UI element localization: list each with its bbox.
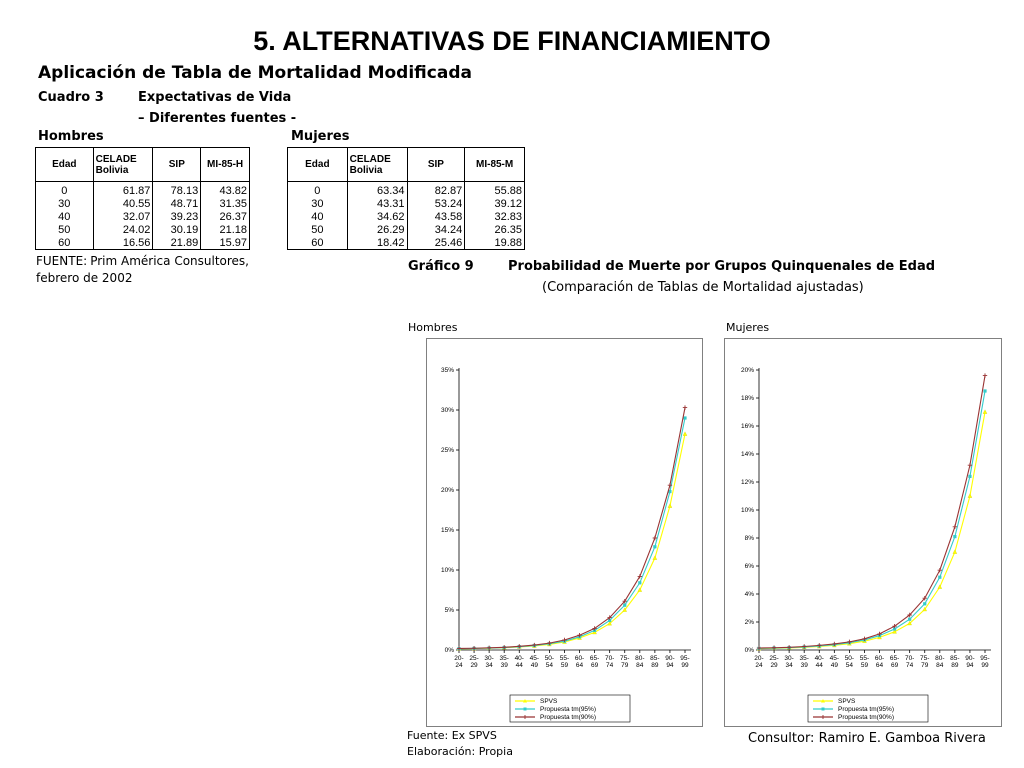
data-point bbox=[938, 576, 941, 579]
x-tick-label: 35-39 bbox=[799, 655, 809, 669]
cell-value: 48.71 bbox=[153, 198, 201, 211]
y-tick-label: 10% bbox=[740, 507, 754, 514]
elaboracion-text: Elaboración: Propia bbox=[407, 745, 513, 758]
table-header-celade: CELADE Bolivia bbox=[93, 148, 153, 182]
data-point bbox=[968, 475, 971, 478]
table-row bbox=[288, 237, 525, 250]
cell-edad: 40 bbox=[288, 211, 348, 224]
table-row bbox=[288, 198, 525, 211]
legend-label: Propuesta tm(95%) bbox=[540, 706, 596, 714]
x-tick-label: 80-84 bbox=[635, 655, 645, 669]
table-row bbox=[288, 211, 525, 224]
table-header-mi85h: MI-85-H bbox=[201, 148, 250, 182]
data-point bbox=[653, 545, 656, 548]
x-tick-label: 45-49 bbox=[829, 655, 840, 669]
cell-edad: 40 bbox=[36, 211, 94, 224]
x-tick-label: 55-59 bbox=[559, 655, 570, 669]
cell-value: 53.24 bbox=[407, 198, 465, 211]
series-line bbox=[459, 408, 685, 649]
legend-label: Propuesta tm(95%) bbox=[838, 706, 894, 714]
chart-mujeres-label: Mujeres bbox=[726, 321, 770, 334]
grafico-title: Probabilidad de Muerte por Grupos Quinquenales de Edad bbox=[508, 259, 936, 274]
chart-hombres-svg bbox=[427, 339, 704, 728]
series-line bbox=[459, 434, 685, 649]
cell-value: 40.55 bbox=[93, 198, 153, 211]
table-row bbox=[36, 198, 250, 211]
x-tick-label: 75-79 bbox=[920, 655, 930, 669]
cell-value: 19.88 bbox=[465, 237, 525, 250]
cell-value: 61.87 bbox=[93, 182, 153, 198]
cuadro-label: Cuadro 3 bbox=[38, 90, 104, 105]
cell-value: 26.35 bbox=[465, 224, 525, 237]
y-tick-label: 18% bbox=[740, 395, 754, 402]
y-tick-label: 10% bbox=[440, 567, 454, 574]
cell-value: 30.19 bbox=[153, 224, 201, 237]
x-tick-label: 50-54 bbox=[544, 655, 555, 669]
consultor-text: Consultor: Ramiro E. Gamboa Rivera bbox=[748, 731, 986, 746]
x-tick-label: 85-89 bbox=[950, 655, 960, 669]
grafico-subtitle: (Comparación de Tablas de Mortalidad ajustadas) bbox=[542, 280, 864, 295]
series-spvs bbox=[757, 410, 987, 650]
data-point bbox=[683, 405, 687, 409]
cell-value: 21.89 bbox=[153, 237, 201, 250]
cuadro-title: Expectativas de Vida bbox=[138, 90, 292, 105]
y-tick-label: 20% bbox=[440, 487, 454, 494]
table-row bbox=[36, 237, 250, 250]
cell-edad: 0 bbox=[288, 182, 348, 198]
x-tick-label: 65-69 bbox=[589, 655, 600, 669]
data-point bbox=[683, 416, 686, 419]
data-point bbox=[623, 604, 626, 607]
grafico-label: Gráfico 9 bbox=[408, 259, 474, 274]
chart-mujeres-svg bbox=[725, 339, 1003, 728]
x-tick-label: 70-74 bbox=[904, 655, 915, 669]
table-header-edad: Edad bbox=[288, 148, 348, 182]
source-date: febrero de 2002 bbox=[36, 271, 133, 285]
series-propuesta-tm-90- bbox=[757, 373, 987, 650]
x-tick-label: 25-29 bbox=[469, 655, 479, 669]
series-propuesta-tm-95- bbox=[457, 416, 686, 650]
y-tick-label: 5% bbox=[444, 607, 454, 614]
table-row bbox=[36, 224, 250, 237]
x-tick-label: 25-29 bbox=[769, 655, 779, 669]
cell-value: 43.31 bbox=[347, 198, 407, 211]
y-tick-label: 2% bbox=[744, 619, 754, 626]
source-text: Prim América Consultores, bbox=[90, 254, 249, 268]
cell-edad: 60 bbox=[36, 237, 94, 250]
data-point bbox=[638, 588, 642, 592]
table-hombres-label: Hombres bbox=[38, 129, 104, 144]
source-label: FUENTE: bbox=[36, 254, 88, 268]
y-tick-label: 0% bbox=[744, 647, 754, 654]
y-tick-label: 6% bbox=[744, 563, 754, 570]
cell-edad: 0 bbox=[36, 182, 94, 198]
data-point bbox=[938, 585, 942, 589]
data-point bbox=[983, 373, 987, 377]
chart-hombres-label: Hombres bbox=[408, 321, 458, 334]
cell-value: 82.87 bbox=[407, 182, 465, 198]
table-row bbox=[288, 224, 525, 237]
table-header-edad: Edad bbox=[36, 148, 94, 182]
x-tick-label: 20-24 bbox=[454, 655, 464, 669]
data-point bbox=[683, 432, 687, 436]
data-point bbox=[983, 389, 986, 392]
fuente-text: Fuente: Ex SPVS bbox=[407, 729, 497, 742]
cell-value: 15.97 bbox=[201, 237, 250, 250]
y-tick-label: 25% bbox=[440, 447, 454, 454]
legend-label: SPVS bbox=[540, 698, 558, 706]
cuadro-subtitle: – Diferentes fuentes - bbox=[138, 111, 297, 126]
series-line bbox=[759, 376, 985, 648]
table-row bbox=[36, 182, 250, 198]
y-tick-label: 16% bbox=[740, 423, 754, 430]
series-propuesta-tm-95- bbox=[757, 389, 986, 650]
table-row bbox=[36, 211, 250, 224]
cell-value: 34.24 bbox=[407, 224, 465, 237]
cell-edad: 30 bbox=[36, 198, 94, 211]
cell-value: 16.56 bbox=[93, 237, 153, 250]
cell-edad: 50 bbox=[36, 224, 94, 237]
chart-source-note bbox=[407, 728, 513, 760]
data-point bbox=[983, 410, 987, 414]
legend-label: Propuesta tm(90%) bbox=[838, 714, 894, 722]
x-tick-label: 30-34 bbox=[484, 655, 494, 669]
table-mujeres bbox=[287, 147, 525, 250]
x-tick-label: 95-99 bbox=[980, 655, 990, 669]
x-tick-label: 65-69 bbox=[889, 655, 900, 669]
table-header-mi85m: MI-85-M bbox=[465, 148, 525, 182]
cell-value: 21.18 bbox=[201, 224, 250, 237]
cell-value: 63.34 bbox=[347, 182, 407, 198]
legend-marker bbox=[822, 708, 825, 711]
cell-value: 32.83 bbox=[465, 211, 525, 224]
cell-value: 32.07 bbox=[93, 211, 153, 224]
cell-value: 26.37 bbox=[201, 211, 250, 224]
x-tick-label: 85-89 bbox=[650, 655, 660, 669]
x-tick-label: 55-59 bbox=[859, 655, 870, 669]
data-point bbox=[953, 550, 957, 554]
data-point bbox=[953, 535, 956, 538]
table-header-sip: SIP bbox=[407, 148, 465, 182]
cell-edad: 50 bbox=[288, 224, 348, 237]
cell-value: 55.88 bbox=[465, 182, 525, 198]
data-point bbox=[653, 556, 657, 560]
x-tick-label: 60-64 bbox=[574, 655, 585, 669]
y-tick-label: 30% bbox=[440, 407, 454, 414]
x-tick-label: 20-24 bbox=[754, 655, 764, 669]
legend-marker bbox=[524, 708, 527, 711]
cell-edad: 60 bbox=[288, 237, 348, 250]
table-row bbox=[288, 182, 525, 198]
cell-edad: 30 bbox=[288, 198, 348, 211]
table-header-sip: SIP bbox=[153, 148, 201, 182]
series-line bbox=[459, 418, 685, 649]
data-point bbox=[668, 504, 672, 508]
cell-value: 39.23 bbox=[153, 211, 201, 224]
y-tick-label: 0% bbox=[444, 647, 454, 654]
x-tick-label: 95-99 bbox=[680, 655, 690, 669]
cell-value: 34.62 bbox=[347, 211, 407, 224]
series-line bbox=[759, 391, 985, 648]
chart-mujeres bbox=[724, 338, 1002, 727]
cell-value: 31.35 bbox=[201, 198, 250, 211]
data-point bbox=[908, 618, 911, 621]
legend-label: Propuesta tm(90%) bbox=[540, 714, 596, 722]
x-tick-label: 50-54 bbox=[844, 655, 855, 669]
page-subtitle: Aplicación de Tabla de Mortalidad Modificada bbox=[38, 63, 472, 83]
cell-value: 43.58 bbox=[407, 211, 465, 224]
y-tick-label: 8% bbox=[744, 535, 754, 542]
page-title: 5. ALTERNATIVAS DE FINANCIAMIENTO bbox=[253, 26, 771, 56]
cell-value: 39.12 bbox=[465, 198, 525, 211]
table-hombres bbox=[35, 147, 250, 250]
y-tick-label: 35% bbox=[440, 367, 454, 374]
x-tick-label: 90-94 bbox=[665, 655, 675, 669]
data-point bbox=[638, 581, 641, 584]
cell-value: 78.13 bbox=[153, 182, 201, 198]
cell-value: 18.42 bbox=[347, 237, 407, 250]
y-tick-label: 15% bbox=[440, 527, 454, 534]
table-mujeres-label: Mujeres bbox=[291, 129, 350, 144]
x-tick-label: 90-94 bbox=[965, 655, 975, 669]
cell-value: 43.82 bbox=[201, 182, 250, 198]
y-tick-label: 12% bbox=[740, 479, 754, 486]
x-tick-label: 75-79 bbox=[620, 655, 630, 669]
table-header-celade: CELADE Bolivia bbox=[347, 148, 407, 182]
chart-hombres bbox=[426, 338, 703, 727]
cell-value: 24.02 bbox=[93, 224, 153, 237]
series-line bbox=[759, 412, 985, 649]
data-point bbox=[968, 494, 972, 498]
y-tick-label: 14% bbox=[740, 451, 754, 458]
series-propuesta-tm-90- bbox=[457, 405, 687, 650]
series-spvs bbox=[457, 432, 687, 651]
x-tick-label: 40-44 bbox=[514, 655, 524, 669]
x-tick-label: 30-34 bbox=[784, 655, 794, 669]
table-source-note bbox=[36, 253, 249, 287]
y-tick-label: 20% bbox=[740, 367, 754, 374]
x-tick-label: 80-84 bbox=[935, 655, 945, 669]
legend-label: SPVS bbox=[838, 698, 856, 706]
cell-value: 25.46 bbox=[407, 237, 465, 250]
cell-value: 26.29 bbox=[347, 224, 407, 237]
x-tick-label: 40-44 bbox=[814, 655, 824, 669]
x-tick-label: 35-39 bbox=[499, 655, 509, 669]
x-tick-label: 45-49 bbox=[529, 655, 540, 669]
x-tick-label: 60-64 bbox=[874, 655, 885, 669]
data-point bbox=[923, 602, 926, 605]
x-tick-label: 70-74 bbox=[604, 655, 615, 669]
y-tick-label: 4% bbox=[744, 591, 754, 598]
